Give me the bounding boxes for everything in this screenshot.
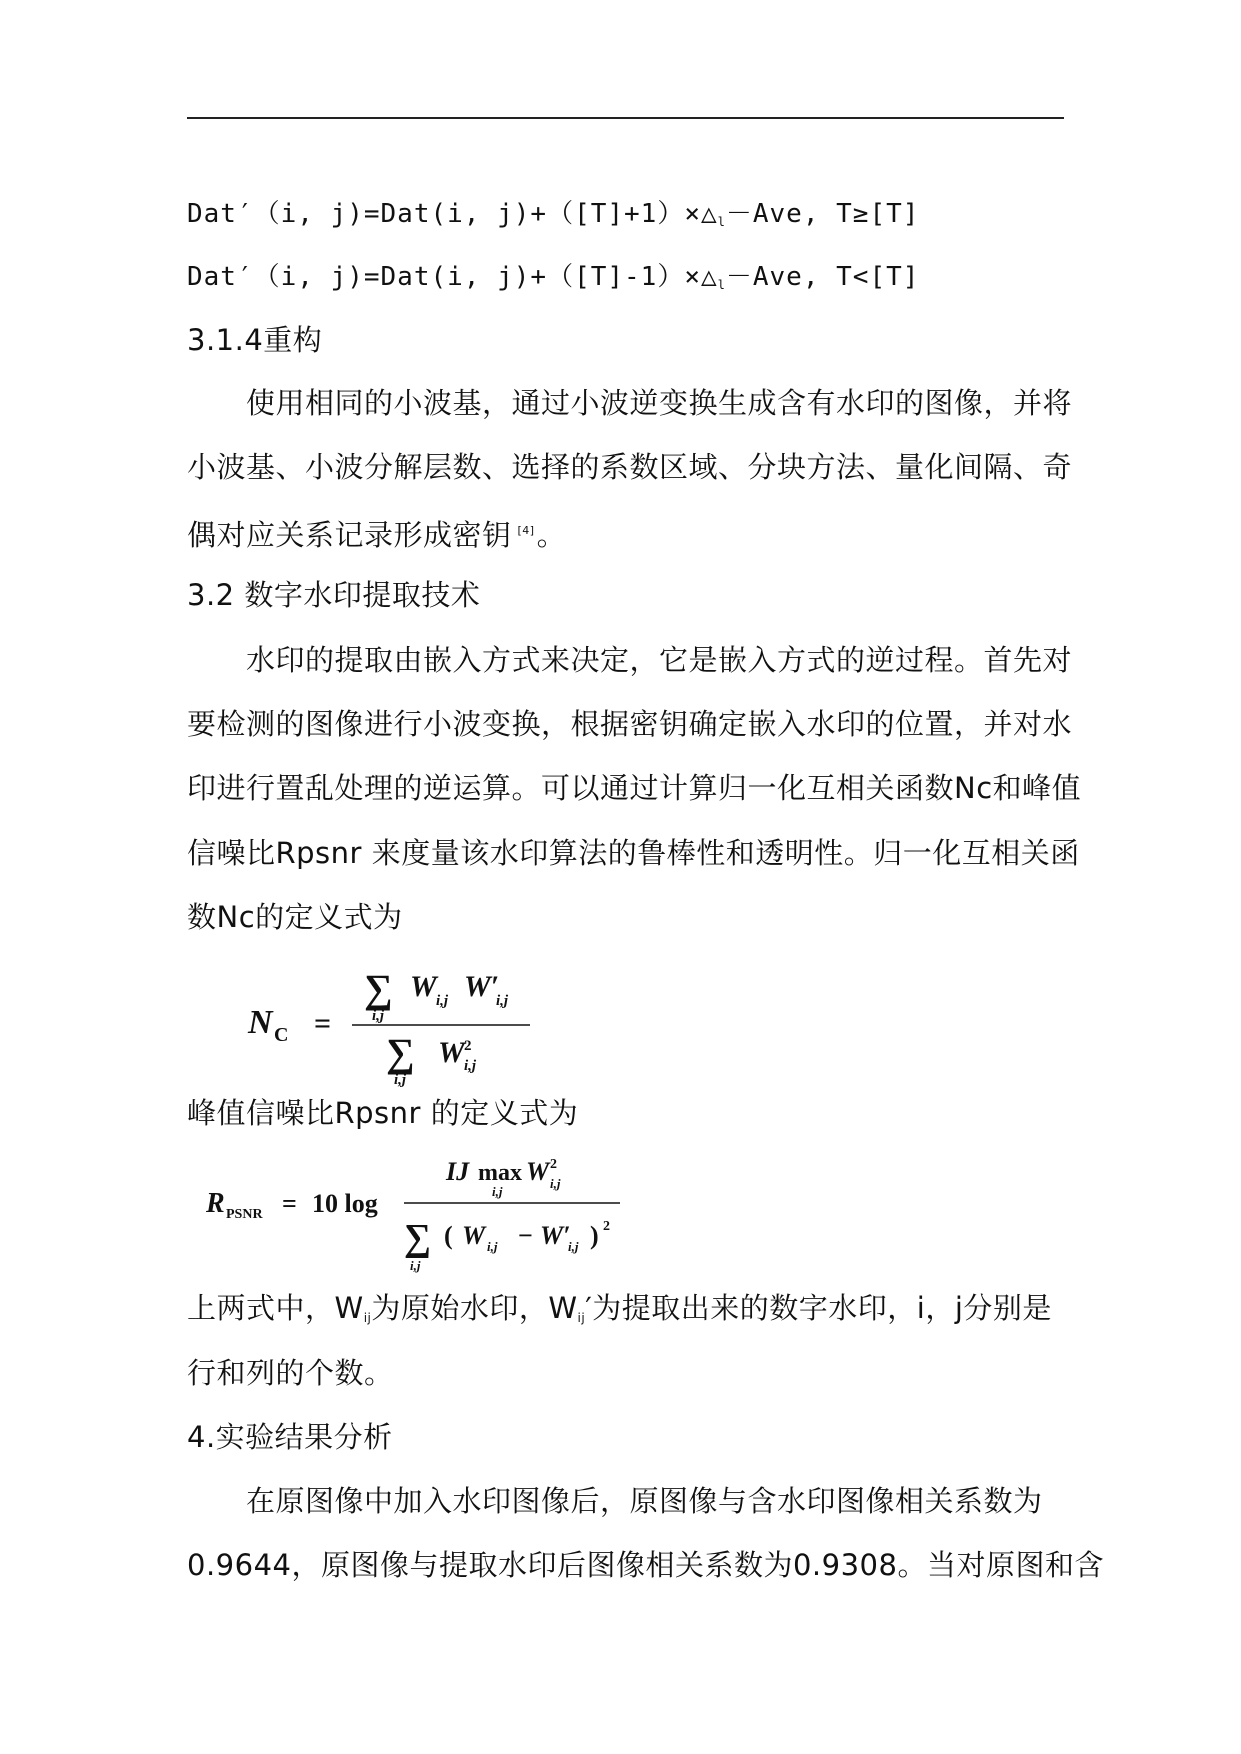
psnr-equation (200, 1150, 640, 1278)
paragraph-line: 在原图像中加入水印图像后，原图像与含水印图像相关系数为 (246, 1484, 1043, 1518)
header-rule (187, 117, 1064, 119)
psnr-lhs-sub: PSNR (226, 1207, 263, 1222)
paragraph-line: 偶对应关系记录形成密钥 [4]。 (187, 518, 567, 552)
psnr-equals: = (282, 1189, 297, 1218)
heading-3-1-4: 3.1.4重构 (187, 323, 323, 357)
psnr-den-close: ) (590, 1221, 599, 1250)
paragraph-line: 数Nc的定义式为 (187, 900, 403, 934)
psnr-den-w2-sub: i,j (568, 1239, 579, 1254)
psnr-num-sup: 2 (550, 1157, 557, 1172)
nc-num-sum: ∑ (364, 966, 393, 1011)
paragraph-line: 0.9644，原图像与提取水印后图像相关系数为0.9308。当对原图和含 (187, 1548, 1104, 1582)
nc-den-w: W (438, 1036, 465, 1069)
psnr-intro: 峰值信噪比Rpsnr 的定义式为 (187, 1096, 579, 1130)
psnr-num-max: max (478, 1160, 522, 1186)
psnr-den-w2: W′ (540, 1221, 571, 1250)
psnr-den-w-sub: i,j (487, 1239, 498, 1254)
nc-den-sup: 2 (464, 1038, 472, 1054)
paragraph-line: 信噪比Rpsnr 来度量该水印算法的鲁棒性和透明性。归一化互相关函 (187, 836, 1080, 870)
nc-lhs-sub: C (274, 1024, 289, 1046)
nc-den-sub: i,j (464, 1058, 477, 1074)
paragraph-line: 印进行置乱处理的逆运算。可以通过计算归一化互相关函数Nc和峰值 (187, 771, 1082, 805)
paragraph-line: 小波基、小波分解层数、选择的系数区域、分块方法、量化间隔、奇 (187, 450, 1073, 484)
psnr-den-sup: 2 (603, 1219, 610, 1234)
psnr-den-minus: − (518, 1221, 533, 1250)
nc-den-sum-index: i,j (394, 1072, 407, 1088)
nc-lhs: N (248, 1004, 273, 1041)
psnr-den-open: ( (444, 1221, 453, 1250)
nc-num-sum-index: i,j (372, 1008, 385, 1024)
psnr-num-w: W (526, 1157, 550, 1186)
nc-num-w: W (410, 970, 437, 1003)
paragraph-line: 上两式中，$W_{ij}$为原始水印，$W_{ij}'$为提取出来的数字水印，i，j分别是 (187, 1291, 1052, 1325)
paragraph-line: 水印的提取由嵌入方式来决定，它是嵌入方式的逆过程。首先对 (246, 643, 1073, 677)
nc-equation (240, 950, 570, 1088)
citation-ref: [4] (517, 524, 535, 537)
nc-num-w2: W′ (464, 970, 500, 1003)
formula-line-2: Dat′（i, j)=Dat(i, $j)+([T]-1)\times\triangle_l-Ave$, T<[T] (187, 262, 920, 292)
nc-den-sum: ∑ (386, 1030, 415, 1075)
psnr-num-max-sub: i,j (492, 1184, 503, 1199)
heading-4: 4.实验结果分析 (187, 1420, 393, 1454)
paragraph-line: 要检测的图像进行小波变换，根据密钥确定嵌入水印的位置，并对水 (187, 707, 1073, 741)
paragraph-line: 行和列的个数。 (187, 1356, 394, 1390)
paragraph-line: 使用相同的小波基，通过小波逆变换生成含有水印的图像，并将 (246, 386, 1073, 420)
psnr-num-sub: i,j (550, 1176, 561, 1191)
nc-num-w-sub: i,j (436, 993, 449, 1009)
psnr-den-sum-index: i,j (410, 1258, 421, 1273)
psnr-den-w: W (462, 1221, 486, 1250)
nc-equals: = (314, 1007, 332, 1040)
psnr-num-ij: IJ (446, 1157, 470, 1186)
nc-num-w2-sub: i,j (496, 993, 509, 1009)
psnr-coef: 10 log (312, 1189, 378, 1218)
formula-line-1: Dat′（i, j)=Dat(i, $j)+([T]+1)\times\triangle_l-Ave$, T≥[T] (187, 199, 920, 229)
psnr-lhs: R (206, 1188, 225, 1219)
heading-3-2: 3.2 数字水印提取技术 (187, 578, 481, 612)
psnr-den-sum: ∑ (404, 1217, 432, 1259)
